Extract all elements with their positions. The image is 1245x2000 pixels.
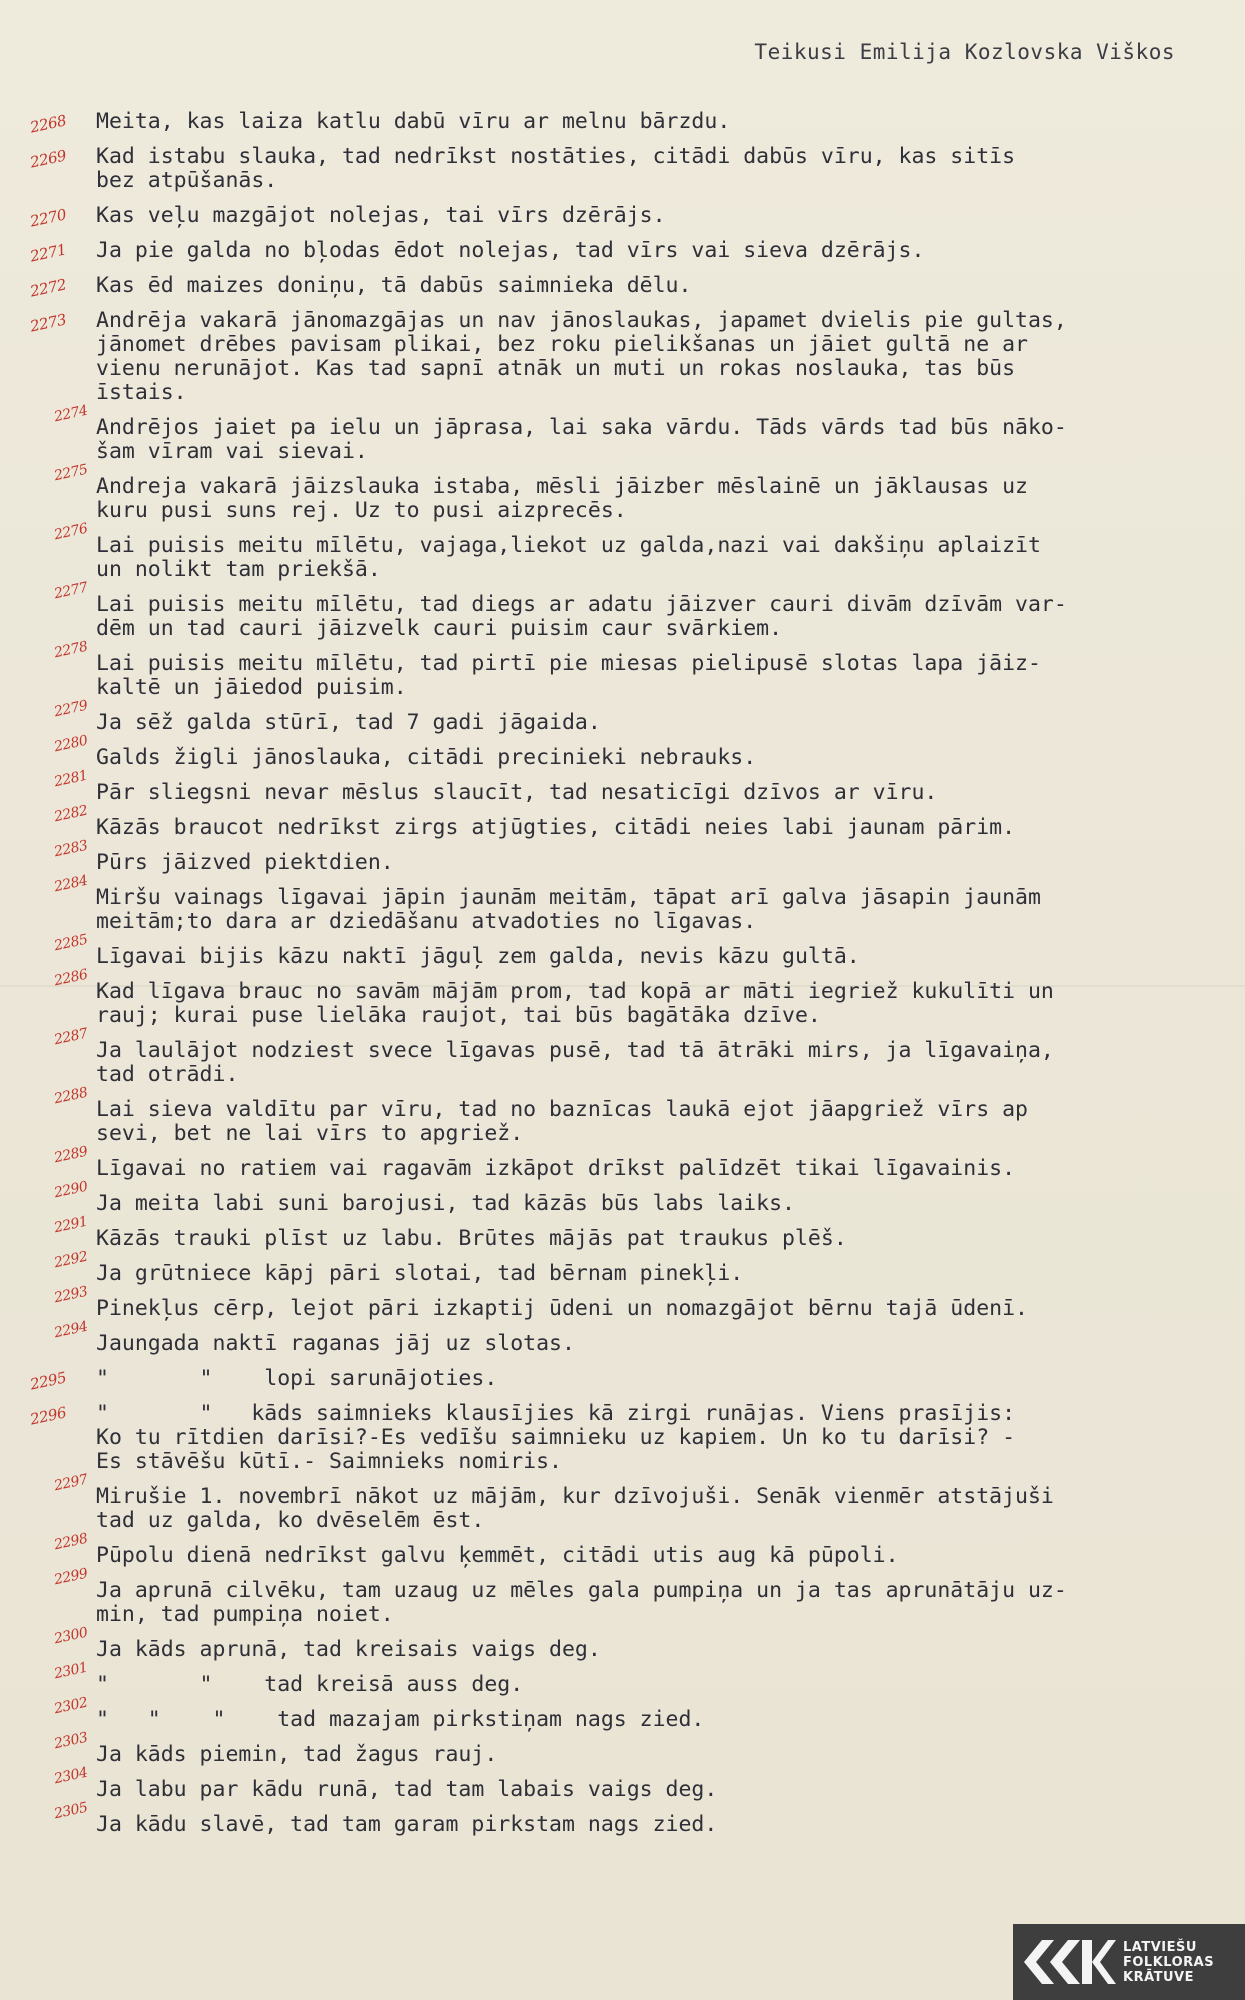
entry-text: Ja pie galda no bļodas ēdot nolejas, tad vīrs vai sieva dzērājs. [96, 238, 925, 263]
entry-number-annotation: 2300 [52, 1624, 89, 1648]
belief-entry [28, 203, 1186, 231]
belief-entry [28, 1366, 1186, 1394]
entry-number-annotation: 2268 [28, 111, 68, 137]
entry-text: " " kāds saimnieks klausījies kā zirgi runājas. Viens prasījis: Ko tu rītdien darīsi?-Es vedīšu saimnieku uz kapiem. Un ko tu darīsi? - Es stāvēšu kūtī.- Saimnieks nomiris. [96, 1401, 1016, 1474]
entry-number-annotation: 2269 [28, 146, 68, 172]
belief-entry [52, 638, 1186, 700]
entry-number-annotation: 2303 [52, 1729, 89, 1753]
entry-text: Ja kādu slavē, tad tam garam pirkstam nags zied. [96, 1812, 718, 1837]
entry-number-annotation: 2297 [52, 1471, 89, 1495]
entry-text: Kad līgava brauc no savām mājām prom, tad kopā ar māti iegriež kukulīti un rauj; kurai puse lielāka raujot, tai būs bagātāka dzīve. [96, 979, 1054, 1028]
belief-entry [52, 966, 1186, 1028]
entry-text: Galds žigli jānoslauka, citādi precinieki nebrauks. [96, 745, 757, 770]
belief-entry [52, 872, 1186, 934]
entry-number-annotation: 2305 [52, 1799, 89, 1823]
entry-text: Lai puisis meitu mīlētu, vajaga,liekot uz galda,nazi vai dakšiņu aplaizīt un nolikt tam priekšā. [96, 533, 1041, 582]
entry-number-annotation: 2290 [52, 1178, 89, 1202]
entry-text: Ja kāds piemin, tad žagus rauj. [96, 1742, 498, 1767]
belief-entry [52, 837, 1186, 875]
entry-number-annotation: 2271 [28, 240, 68, 266]
entry-text: Andrēja vakarā jānomazgājas un nav jānoslaukas, japamet dvielis pie gultas, jānomet drēbes pavisam plikai, bez roku pielikšanas un jāiet gultā ne ar vienu nerunājot. Kas tad sapnī atnāk un muti un rokas noslauka, tas būs īstais. [96, 308, 1067, 405]
belief-entry [52, 1624, 1186, 1662]
entry-number-annotation: 2291 [52, 1213, 89, 1237]
belief-entry [52, 1143, 1186, 1181]
entry-text: " " tad kreisā auss deg. [96, 1672, 524, 1697]
archive-logo [1013, 1924, 1245, 2000]
belief-entry [52, 1729, 1186, 1767]
entry-number-annotation: 2283 [52, 837, 89, 861]
belief-entry [28, 238, 1186, 266]
belief-entry [52, 461, 1186, 523]
entry-number-annotation: 2285 [52, 931, 89, 955]
entry-number-annotation: 2279 [52, 697, 89, 721]
entry-number-annotation: 2293 [52, 1283, 89, 1307]
entry-text: Pinekļus cērp, lejot pāri izkaptij ūdeni un nomazgājot bērnu tajā ūdenī. [96, 1296, 1028, 1321]
belief-entry [52, 1084, 1186, 1146]
belief-entry [52, 579, 1186, 641]
entry-text: Ja labu par kādu runā, tad tam labais vaigs deg. [96, 1777, 718, 1802]
entry-text: " " " tad mazajam pirkstiņam nags zied. [96, 1707, 705, 1732]
entry-number-annotation: 2278 [52, 638, 89, 662]
belief-entry [52, 1799, 1186, 1837]
entry-number-annotation: 2286 [52, 966, 89, 990]
entry-text: Kāzās trauki plīst uz labu. Brūtes mājās pat traukus plēš. [96, 1226, 847, 1251]
entry-text: Ja sēž galda stūrī, tad 7 gadi jāgaida. [96, 710, 601, 735]
entry-text: Lai puisis meitu mīlētu, tad diegs ar adatu jāizver cauri divām dzīvām var- dēm un tad cauri jāizvelk cauri puisim caur svārkiem. [96, 592, 1067, 641]
entry-number-annotation: 2276 [52, 520, 89, 544]
entry-number-annotation: 2274 [52, 402, 89, 426]
entry-text: " " lopi sarunājoties. [96, 1366, 498, 1391]
entry-text: Kad istabu slauka, tad nedrīkst nostāties, citādi dabūs vīru, kas sitīs bez atpūšanās. [96, 144, 1016, 193]
belief-entry [52, 732, 1186, 770]
logo-line-3: KRĀTUVE [1123, 1969, 1195, 1985]
entry-text: Ja meita labi suni barojusi, tad kāzās būs labs laiks. [96, 1191, 795, 1216]
belief-entry [28, 144, 1186, 193]
entry-number-annotation: 2270 [28, 205, 68, 231]
entry-number-annotation: 2292 [52, 1248, 89, 1272]
entry-number-annotation: 2281 [52, 767, 89, 791]
belief-entry [52, 1248, 1186, 1286]
entry-text: Ja aprunā cilvēku, tam uzaug uz mēles gala pumpiņa un ja tas aprunātāju uz- min, tad pumpiņa noiet. [96, 1578, 1067, 1627]
belief-entry [52, 767, 1186, 805]
entry-text: Līgavai bijis kāzu naktī jāguļ zem galda, nevis kāzu gultā. [96, 944, 860, 969]
entry-text: Līgavai no ratiem vai ragavām izkāpot drīkst palīdzēt tikai līgavainis. [96, 1156, 1016, 1181]
entry-number-annotation: 2280 [52, 732, 89, 756]
entry-number-annotation: 2298 [52, 1530, 89, 1554]
belief-entry [52, 1283, 1186, 1321]
entry-number-annotation: 2284 [52, 872, 89, 896]
entry-number-annotation: 2302 [52, 1694, 89, 1718]
entry-number-annotation: 2287 [52, 1025, 89, 1049]
archive-logo-icon [1013, 1924, 1123, 2000]
informant-header: Teikusi Emilija Kozlovska Viškos [754, 40, 1175, 64]
belief-entry [52, 697, 1186, 735]
belief-entry [52, 1530, 1186, 1568]
logo-line-2: FOLKLORAS [1123, 1954, 1215, 1970]
entry-text: Kas ēd maizes doniņu, tā dabūs saimnieka dēlu. [96, 273, 692, 298]
entry-text: Lai puisis meitu mīlētu, tad pirtī pie miesas pielipusē slotas lapa jāiz- kaltē un jāiedod puisim. [96, 651, 1041, 700]
belief-entry [52, 1694, 1186, 1732]
entry-text: Ja laulājot nodziest svece līgavas pusē, tad tā ātrāki mirs, ja līgavaiņa, tad otrādi. [96, 1038, 1054, 1087]
entry-number-annotation: 2282 [52, 802, 89, 826]
entry-text: Pūrs jāizved piektdien. [96, 850, 394, 875]
entry-text: Lai sieva valdītu par vīru, tad no baznīcas laukā ejot jāapgriež vīrs ap sevi, bet ne lai vīrs to apgriež. [96, 1097, 1028, 1146]
belief-entry [52, 1178, 1186, 1216]
entry-text: Ja grūtniece kāpj pāri slotai, tad bērnam pinekļi. [96, 1261, 744, 1286]
entry-number-annotation: 2288 [52, 1084, 89, 1108]
entry-text: Pūpolu dienā nedrīkst galvu ķemmēt, citādi utis aug kā pūpoli. [96, 1543, 899, 1568]
belief-entry [52, 931, 1186, 969]
entry-number-annotation: 2277 [52, 579, 89, 603]
entry-text: Miršu vainags līgavai jāpin jaunām meitām, tāpat arī galva jāsapin jaunām meitām;to dara ar dziedāšanu atvadoties no līgavas. [96, 885, 1041, 934]
entry-text: Kas veļu mazgājot nolejas, tai vīrs dzērājs. [96, 203, 666, 228]
belief-entry [52, 520, 1186, 582]
belief-entry [52, 1764, 1186, 1802]
belief-entry [52, 1318, 1186, 1356]
entry-number-annotation: 2272 [28, 275, 68, 301]
entry-number-annotation: 2304 [52, 1764, 89, 1788]
entry-text: Andreja vakarā jāizslauka istaba, mēsli jāizber mēslainē un jāklausas uz kuru pusi suns rej. Uz to pusi aizprecēs. [96, 474, 1028, 523]
logo-line-1: LATVIEŠU [1123, 1939, 1197, 1955]
entry-number-annotation: 2289 [52, 1143, 89, 1167]
belief-entry [28, 273, 1186, 301]
belief-entry [28, 109, 1186, 137]
entry-number-annotation: 2299 [52, 1565, 89, 1589]
belief-entry [52, 802, 1186, 840]
entry-text: Pār sliegsni nevar mēslus slaucīt, tad nesaticīgi dzīvos ar vīru. [96, 780, 938, 805]
entry-number-annotation: 2294 [52, 1318, 89, 1342]
entry-number-annotation: 2295 [28, 1368, 68, 1394]
entry-number-annotation: 2301 [52, 1659, 89, 1683]
entry-text: Jaungada naktī raganas jāj uz slotas. [96, 1331, 575, 1356]
entry-text: Mirušie 1. novembrī nākot uz mājām, kur dzīvojuši. Senāk vienmēr atstājuši tad uz galda, ko dvēselēm ēst. [96, 1484, 1054, 1533]
belief-entry [52, 1565, 1186, 1627]
belief-entry [52, 402, 1186, 464]
belief-entry [52, 1659, 1186, 1697]
belief-entry [52, 1213, 1186, 1251]
entry-text: Kāzās braucot nedrīkst zirgs atjūgties, citādi neies labi jaunam pārim. [96, 815, 1016, 840]
belief-entry [52, 1025, 1186, 1087]
belief-entry [52, 1471, 1186, 1533]
entry-text: Ja kāds aprunā, tad kreisais vaigs deg. [96, 1637, 601, 1662]
entry-number-annotation: 2273 [28, 310, 68, 336]
belief-entry [28, 1401, 1186, 1474]
entry-number-annotation: 2275 [52, 461, 89, 485]
entry-number-annotation: 2296 [28, 1403, 68, 1429]
entries-list [28, 109, 1186, 1848]
entry-text: Meita, kas laiza katlu dabū vīru ar melnu bārzdu. [96, 109, 731, 134]
entry-text: Andrējos jaiet pa ielu un jāprasa, lai saka vārdu. Tāds vārds tad būs nāko- šam vīram vai sievai. [96, 415, 1067, 464]
belief-entry [28, 308, 1186, 405]
archive-logo-text [1123, 1940, 1214, 1985]
